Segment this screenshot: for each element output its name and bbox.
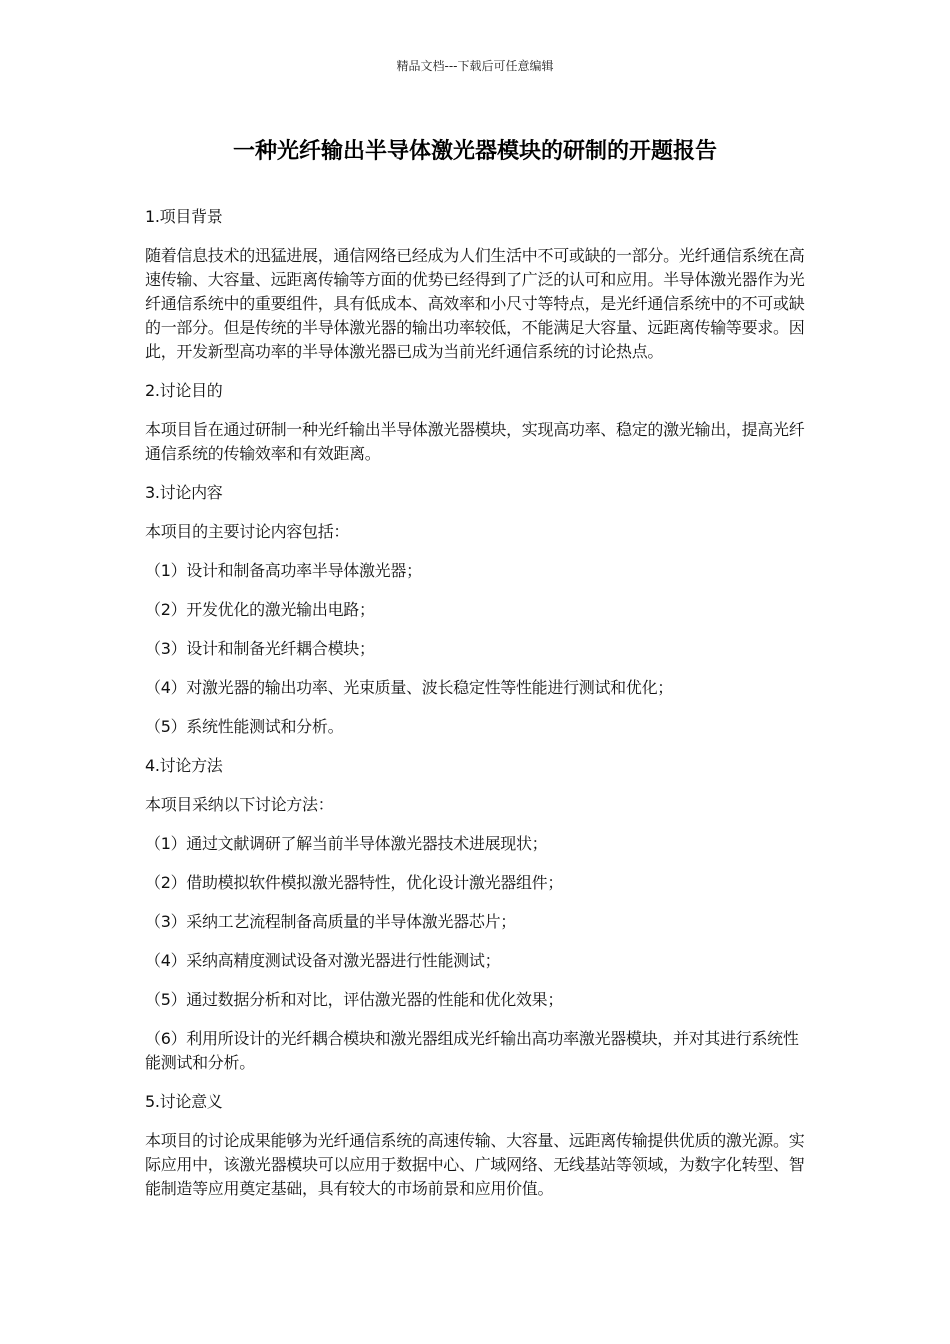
methods-list-item: （6）利用所设计的光纤耦合模块和激光器组成光纤输出高功率激光器模块，并对其进行系统性能测试和分析。 — [145, 1029, 799, 1072]
methods-list-item: （5）通过数据分析和对比，评估激光器的性能和优化效果； — [145, 990, 564, 1009]
content-list-item: （1）设计和制备高功率半导体激光器； — [145, 561, 422, 580]
significance-paragraph: 本项目的讨论成果能够为光纤通信系统的高速传输、大容量、远距离传输提供优质的激光源。实际应用中，该激光器模块可以应用于数据中心、广域网络、无线基站等领域，为数字化转型、智能制造等应用奠定基础，具有较大的市场前景和应用价值。 — [145, 1131, 805, 1198]
content-list-item: （5）系统性能测试和分析。 — [145, 717, 344, 736]
section-heading-content: 3.讨论内容 — [145, 483, 223, 502]
methods-intro: 本项目采纳以下讨论方法： — [145, 795, 334, 814]
purpose-paragraph: 本项目旨在通过研制一种光纤输出半导体激光器模块，实现高功率、稳定的激光输出，提高光纤通信系统的传输效率和有效距离。 — [145, 420, 805, 463]
methods-list-item: （4）采纳高精度测试设备对激光器进行性能测试； — [145, 951, 501, 970]
section-heading-methods: 4.讨论方法 — [145, 756, 223, 775]
document-body — [145, 205, 810, 1216]
methods-list-item: （1）通过文献调研了解当前半导体激光器技术进展现状； — [145, 834, 548, 853]
background-paragraph: 随着信息技术的迅猛进展，通信网络已经成为人们生活中不可或缺的一部分。光纤通信系统在高速传输、大容量、远距离传输等方面的优势已经得到了广泛的认可和应用。半导体激光器作为光纤通信系统中的重要组件，具有低成本、高效率和小尺寸等特点，是光纤通信系统中的不可或缺的一部分。但是传统的半导体激光器的输出功率较低，不能满足大容量、远距离传输等要求。因此，开发新型高功率的半导体激光器已成为当前光纤通信系统的讨论热点。 — [145, 246, 805, 361]
page-header: 精品文档---下载后可任意编辑 — [396, 59, 554, 73]
section-heading-background: 1.项目背景 — [145, 207, 223, 226]
document-title: 一种光纤输出半导体激光器模块的研制的开题报告 — [232, 139, 717, 164]
methods-list-item: （3）采纳工艺流程制备高质量的半导体激光器芯片； — [145, 912, 516, 931]
section-heading-significance: 5.讨论意义 — [145, 1092, 223, 1111]
content-list-item: （4）对激光器的输出功率、光束质量、波长稳定性等性能进行测试和优化； — [145, 678, 673, 697]
section-heading-purpose: 2.讨论目的 — [145, 381, 223, 400]
content-list-item: （2）开发优化的激光输出电路； — [145, 600, 375, 619]
content-list-item: （3）设计和制备光纤耦合模块； — [145, 639, 375, 658]
methods-list-item: （2）借助模拟软件模拟激光器特性，优化设计激光器组件； — [145, 873, 564, 892]
content-intro: 本项目的主要讨论内容包括： — [145, 522, 350, 541]
